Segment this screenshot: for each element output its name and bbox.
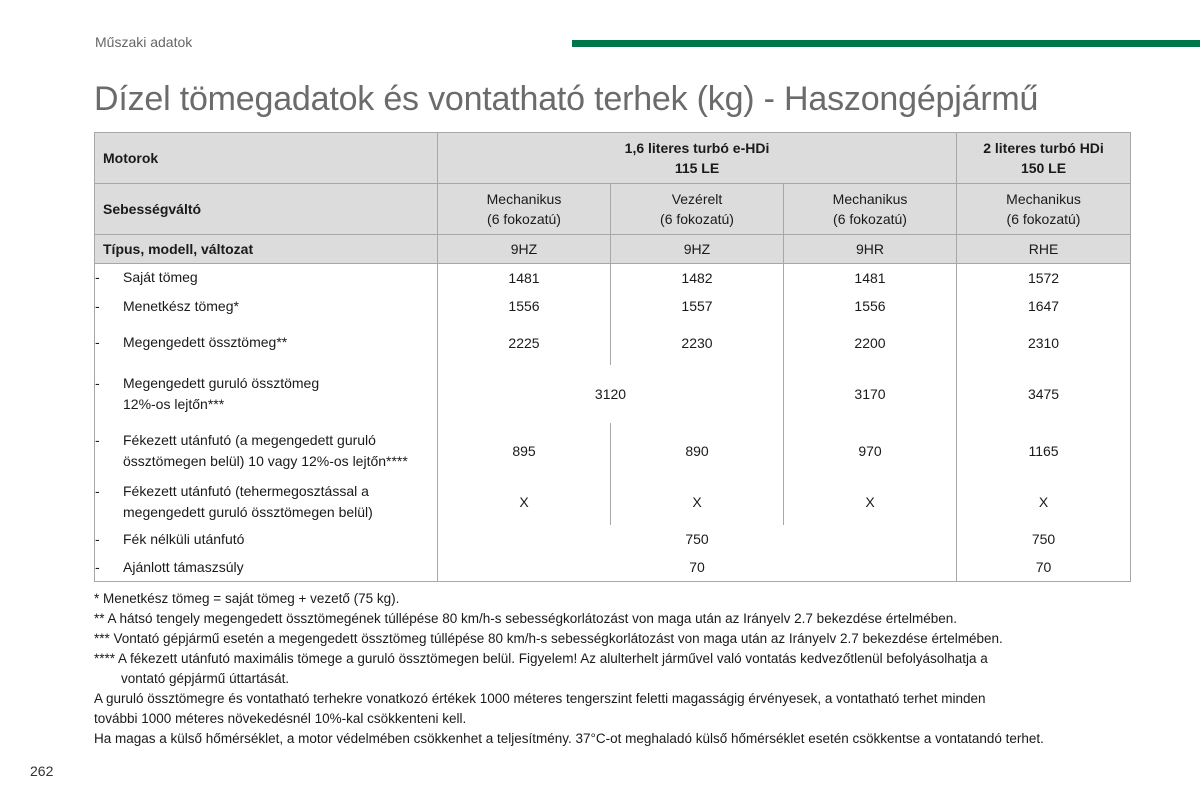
header-accent-bar — [572, 40, 1200, 47]
row-label: - Menetkész tömeg* — [95, 292, 438, 321]
table-cell: 895 — [438, 423, 611, 479]
weights-table — [94, 132, 1131, 582]
footnotes — [94, 589, 1134, 749]
page-number: 262 — [30, 763, 54, 779]
table-row — [95, 554, 1131, 582]
type-row — [95, 235, 1131, 264]
gearbox-cell — [784, 184, 957, 235]
table-cell: 1165 — [957, 423, 1131, 479]
engine-header-row — [95, 133, 1131, 184]
engine1-header — [438, 133, 957, 184]
table-cell: 2230 — [611, 321, 784, 365]
gearbox-gears: (6 fokozatú) — [660, 211, 734, 227]
row-label: - Fékezett utánfutó (tehermegosztással a megengedett guruló össztömegen belül) — [95, 479, 438, 525]
gearbox-cell — [957, 184, 1131, 235]
footnote: vontató gépjármű úttartását. — [121, 671, 290, 686]
gearbox-cell — [611, 184, 784, 235]
row-label: - Saját tömeg — [95, 264, 438, 292]
table-cell: X — [784, 479, 957, 525]
table-cell: 750 — [957, 525, 1131, 554]
table-row — [95, 321, 1131, 365]
gearbox-type: Mechanikus — [1006, 191, 1081, 207]
engine1-power: 115 LE — [674, 160, 720, 176]
type-cell: RHE — [957, 235, 1131, 264]
table-row — [95, 264, 1131, 292]
table-cell: 1482 — [611, 264, 784, 292]
engine2-name: 2 literes turbó HDi — [983, 140, 1104, 156]
table-cell: 890 — [611, 423, 784, 479]
note-paragraph: A guruló össztömegre és vontatható terhekre vonatkozó értékek 1000 méteres tengerszint feletti magasságig érvényesek, a vontatható terhet minden — [94, 691, 986, 706]
table-cell: X — [611, 479, 784, 525]
gearbox-row — [95, 184, 1131, 235]
engine2-header — [957, 133, 1131, 184]
table-cell: 3170 — [784, 365, 957, 423]
table-cell: 3120 — [438, 365, 784, 423]
row-label: - Megengedett guruló össztömeg 12%-os lejtőn*** — [95, 365, 438, 423]
table-cell: 1556 — [784, 292, 957, 321]
footnote: **** A fékezett utánfutó maximális tömege a guruló össztömegen belül. Figyelem! Az alulterhelt járművel való vontatás kedvezőtlenül befolyásolhatja a — [94, 651, 988, 666]
type-cell: 9HZ — [438, 235, 611, 264]
row-label: - Ajánlott támaszsúly — [95, 554, 438, 582]
type-cell: 9HR — [784, 235, 957, 264]
table-cell: 3475 — [957, 365, 1131, 423]
row-label: - Fékezett utánfutó (a megengedett guruló össztömegen belül) 10 vagy 12%-os lejtőn**** — [95, 423, 438, 479]
table-cell: 1481 — [438, 264, 611, 292]
table-cell: 1556 — [438, 292, 611, 321]
table-cell: 1647 — [957, 292, 1131, 321]
type-label: Típus, modell, változat — [95, 235, 438, 264]
table-row — [95, 525, 1131, 554]
motor-label: Motorok — [95, 133, 438, 184]
engine1-name: 1,6 literes turbó e-HDi — [624, 140, 770, 156]
gearbox-gears: (6 fokozatú) — [487, 211, 561, 227]
table-cell: X — [438, 479, 611, 525]
footnote: *** Vontató gépjármű esetén a megengedett össztömeg túllépése 80 km/h-s sebességkorlátozást von maga után az Irányelv 2.7 bekezdése értelmében. — [94, 631, 1003, 646]
table-cell: 750 — [438, 525, 957, 554]
gearbox-type: Mechanikus — [832, 191, 908, 207]
table-cell: 2225 — [438, 321, 611, 365]
table-row — [95, 479, 1131, 525]
engine2-power: 150 LE — [1020, 160, 1067, 176]
table-row — [95, 292, 1131, 321]
table-cell: 70 — [957, 554, 1131, 582]
gearbox-gears: (6 fokozatú) — [1006, 211, 1081, 227]
type-cell: 9HZ — [611, 235, 784, 264]
row-label: - Fék nélküli utánfutó — [95, 525, 438, 554]
page-title: Dízel tömegadatok és vontatható terhek (kg) - Haszongépjármű — [94, 80, 1039, 118]
table-cell: 1572 — [957, 264, 1131, 292]
table-cell: X — [957, 479, 1131, 525]
gearbox-cell — [438, 184, 611, 235]
note-paragraph: további 1000 méteres növekedésnél 10%-kal csökkenteni kell. — [94, 711, 467, 726]
table-cell: 70 — [438, 554, 957, 582]
footnote: * Menetkész tömeg = saját tömeg + vezető (75 kg). — [94, 591, 400, 606]
table-cell: 2200 — [784, 321, 957, 365]
note-paragraph: Ha magas a külső hőmérséklet, a motor védelmében csökkenhet a teljesítmény. 37°C-ot meghaladó külső hőmérséklet esetén csökkentse a vontatandó terhet. — [94, 731, 1044, 746]
gearbox-gears: (6 fokozatú) — [833, 211, 907, 227]
section-title: Műszaki adatok — [95, 34, 193, 50]
footnote: ** A hátsó tengely megengedett össztömegének túllépése 80 km/h-s sebességkorlátozást von maga után az Irányelv 2.7 bekezdése értelmében. — [94, 611, 958, 626]
row-label: - Megengedett össztömeg** — [95, 321, 438, 365]
table-cell: 970 — [784, 423, 957, 479]
table-cell: 2310 — [957, 321, 1131, 365]
gearbox-type: Vezérelt — [671, 191, 723, 207]
table-cell: 1557 — [611, 292, 784, 321]
table-row — [95, 365, 1131, 423]
table-row — [95, 423, 1131, 479]
gearbox-label: Sebességváltó — [95, 184, 438, 235]
table-cell: 1481 — [784, 264, 957, 292]
gearbox-type: Mechanikus — [486, 191, 562, 207]
